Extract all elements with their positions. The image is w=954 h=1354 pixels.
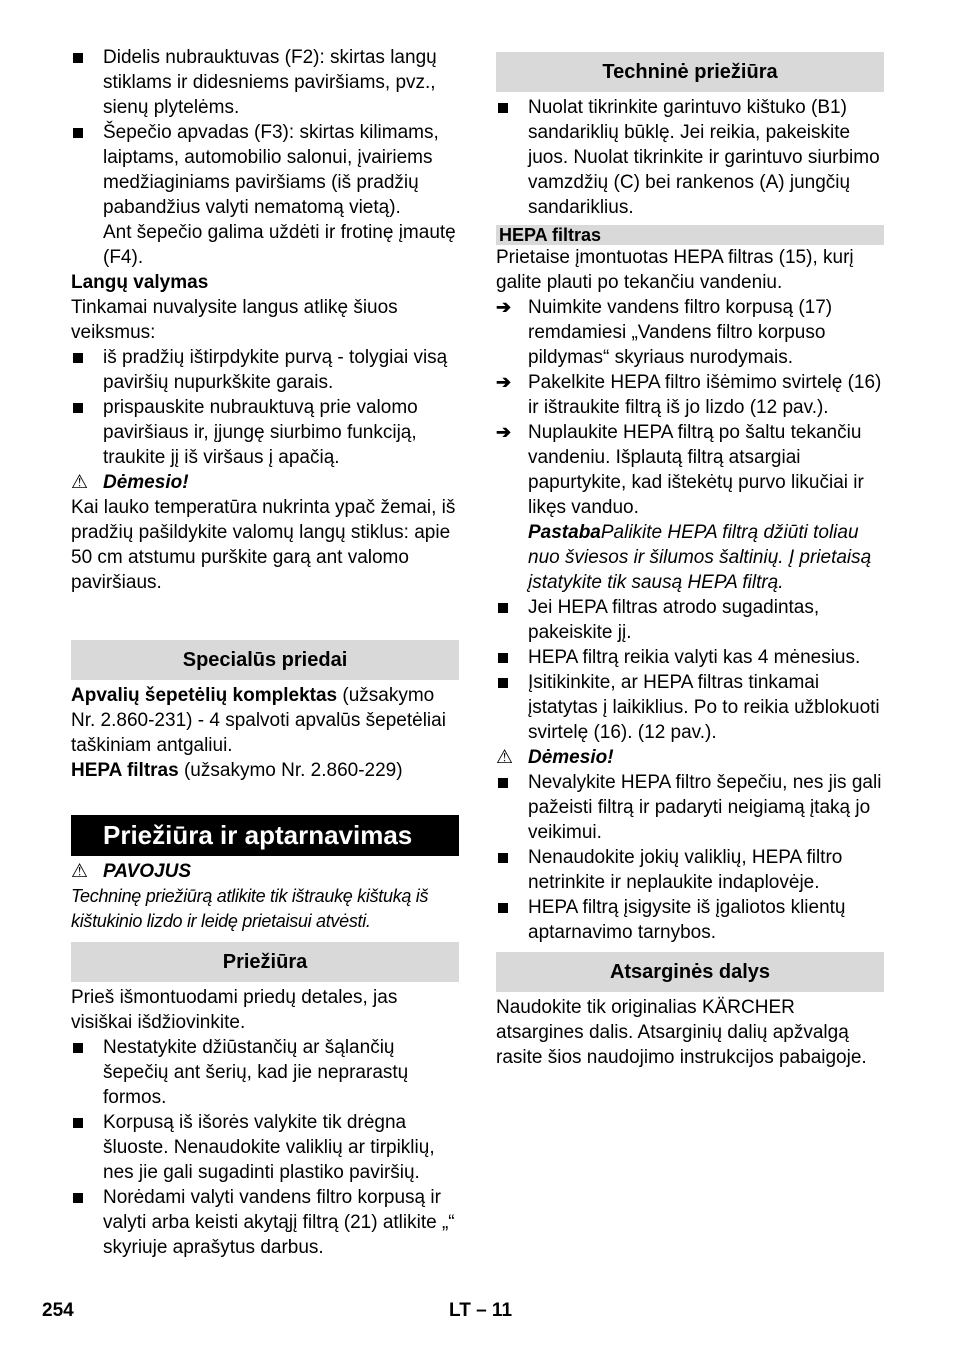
care-intro: Prieš išmontuodami priedų detales, jas visiškai išdžiovinkite. <box>71 987 398 1033</box>
warning-triangle-icon: ⚠ <box>496 747 514 768</box>
list-item: Nestatykite džiūstančių ar šąlančių šepečių ant šerių, kad jie neprarastų formos. <box>71 1035 459 1110</box>
list-item: ➔ Nuplaukite HEPA filtrą po šaltu tekančiu vandeniu. Išplautą filtrą atsargiai papurtykite, kad ištekėtų purvo likučiai ir likęs vanduo. <box>496 422 864 518</box>
warning-triangle-icon: ⚠ <box>71 861 89 882</box>
warning-label: ⚠ Dėmesio! <box>71 472 189 493</box>
list-item: prispauskite nubrauktuvą prie valomo paviršiaus ir, įjungę siurbimo funkciją, traukite jį iš viršaus į apačią. <box>71 395 459 470</box>
warning-label: ⚠ Dėmesio! <box>496 747 614 768</box>
bullet-square-icon <box>73 403 83 413</box>
list-item: HEPA filtrą įsigysite iš įgaliotos klientų aptarnavimo tarnybos. <box>496 895 884 945</box>
danger-text: Techninę priežiūrą atlikite tik ištraukę kištuką iš kištukinio lizdo ir leidę prietaisui atvėsti. <box>71 886 429 931</box>
maintenance-heading: Priežiūra ir aptarnavimas <box>71 815 459 856</box>
bullet-square-icon <box>498 853 508 863</box>
special-item-hepa: HEPA filtras (užsakymo Nr. 2.860-229) <box>71 760 403 781</box>
list-item: iš pradžių ištirpdykite purvą - tolygiai visą paviršių nupurkškite garais. <box>71 345 459 395</box>
page-label: LT – 11 <box>449 1300 513 1321</box>
bullet-continuation: Ant šepečio galima uždėti ir frotinę įmautę (F4). <box>103 222 456 268</box>
special-item-round-brushes: Apvalių šepetėlių komplektas (užsakymo Nr. 2.860-231) - 4 spalvoti apvalūs šepetėliai taškiniam antgaliui. <box>71 685 446 756</box>
warning-text: Kai lauko temperatūra nukrinta ypač žemai, iš pradžių pašildykite valomų langų stiklus: apie 50 cm atstumu purškite garą ant valomo paviršiaus. <box>71 497 456 593</box>
windows-heading: Langų valymas <box>71 272 209 293</box>
hepa-heading: HEPA filtras <box>496 225 884 245</box>
list-item: Šepečio apvadas (F3): skirtas kilimams, laiptams, automobilio salonui, įvairiems medžiaginiams paviršiams (iš pradžių pabandžius valyti nematomą vietą). <box>71 120 459 220</box>
list-item: ➔ Pakelkite HEPA filtro išėmimo svirtelę (16) ir ištraukite filtrą iš jo lizdo (12 pav.). <box>496 372 882 418</box>
danger-label: ⚠ PAVOJUS <box>71 861 191 882</box>
left-column <box>71 45 459 1260</box>
special-accessories-heading: Specialūs priedai <box>71 640 459 680</box>
windows-intro: Tinkamai nuvalysite langus atlikę šiuos veiksmus: <box>71 297 398 343</box>
list-item: Nevalykite HEPA filtro šepečiu, nes jis gali pažeisti filtrą ir padaryti neigiamą įtaką jo veikimui. <box>496 770 884 845</box>
right-column <box>496 52 884 1070</box>
list-item: Norėdami valyti vandens filtro korpusą ir valyti arba keisti akytąjį filtrą (21) atlikite „“ skyriuje aprašytus darbus. <box>71 1185 459 1260</box>
tech-maintenance-heading: Techninė priežiūra <box>496 52 884 92</box>
list-item: Nuolat tikrinkite garintuvo kištuko (B1) sandariklių būklę. Jei reikia, pakeiskite juos. Nuolat tikrinkite ir garintuvo siurbimo vamzdžių (C) bei rankenos (A) jungčių sandariklius. <box>496 95 884 220</box>
bullet-square-icon <box>498 603 508 613</box>
bullet-square-icon <box>498 653 508 663</box>
spare-parts-heading: Atsarginės dalys <box>496 952 884 992</box>
arrow-right-icon: ➔ <box>496 422 512 442</box>
spare-parts-text: Naudokite tik originalias KÄRCHER atsargines dalis. Atsarginių dalių apžvalgą rasite šios naudojimo instrukcijos pabaigoje. <box>496 997 867 1068</box>
hepa-intro: Prietaise įmontuotas HEPA filtras (15), kurį galite plauti po tekančiu vandeniu. <box>496 247 854 293</box>
arrow-right-icon: ➔ <box>496 297 512 317</box>
page-number: 254 <box>42 1300 74 1321</box>
list-item: Nenaudokite jokių valiklių, HEPA filtro netrinkite ir neplaukite indaplovėje. <box>496 845 884 895</box>
bullet-square-icon <box>498 678 508 688</box>
list-item: Jei HEPA filtras atrodo sugadintas, pakeiskite jį. <box>496 595 884 645</box>
bullet-square-icon <box>73 53 83 63</box>
arrow-right-icon: ➔ <box>496 372 512 392</box>
hepa-note: PastabaPalikite HEPA filtrą džiūti toliau nuo šviesos ir šilumos šaltinių. Į prietaisą įstatykite tik sausą HEPA filtrą. <box>528 522 872 593</box>
bullet-square-icon <box>498 903 508 913</box>
list-item: ➔ Nuimkite vandens filtro korpusą (17) remdamiesi „Vandens filtro korpuso pildymas“ skyriaus nurodymais. <box>496 297 833 368</box>
list-item: Didelis nubraukt​uvas (F2): skirtas langų stiklams ir didesniems paviršiams, pvz., sienų plytelėms. <box>71 45 459 120</box>
list-item: Įsitikinkite, ar HEPA filtras tinkamai įstatytas į laikiklius. Po to reikia užblokuoti svirtelę (16). (12 pav.). <box>496 670 884 745</box>
list-item: Korpusą iš išorės valykite tik drėgna šluoste. Nenaudokite valiklių ar tirpiklių, nes jie gali sugadinti plastiko paviršių. <box>71 1110 459 1185</box>
warning-triangle-icon: ⚠ <box>71 472 89 493</box>
bullet-square-icon <box>498 778 508 788</box>
bullet-square-icon <box>73 128 83 138</box>
bullet-square-icon <box>73 353 83 363</box>
page-footer <box>0 1298 954 1323</box>
bullet-square-icon <box>498 103 508 113</box>
bullet-square-icon <box>73 1193 83 1203</box>
bullet-square-icon <box>73 1043 83 1053</box>
bullet-square-icon <box>73 1118 83 1128</box>
list-item: HEPA filtrą reikia valyti kas 4 mėnesius. <box>496 645 884 670</box>
care-heading: Priežiūra <box>71 942 459 982</box>
